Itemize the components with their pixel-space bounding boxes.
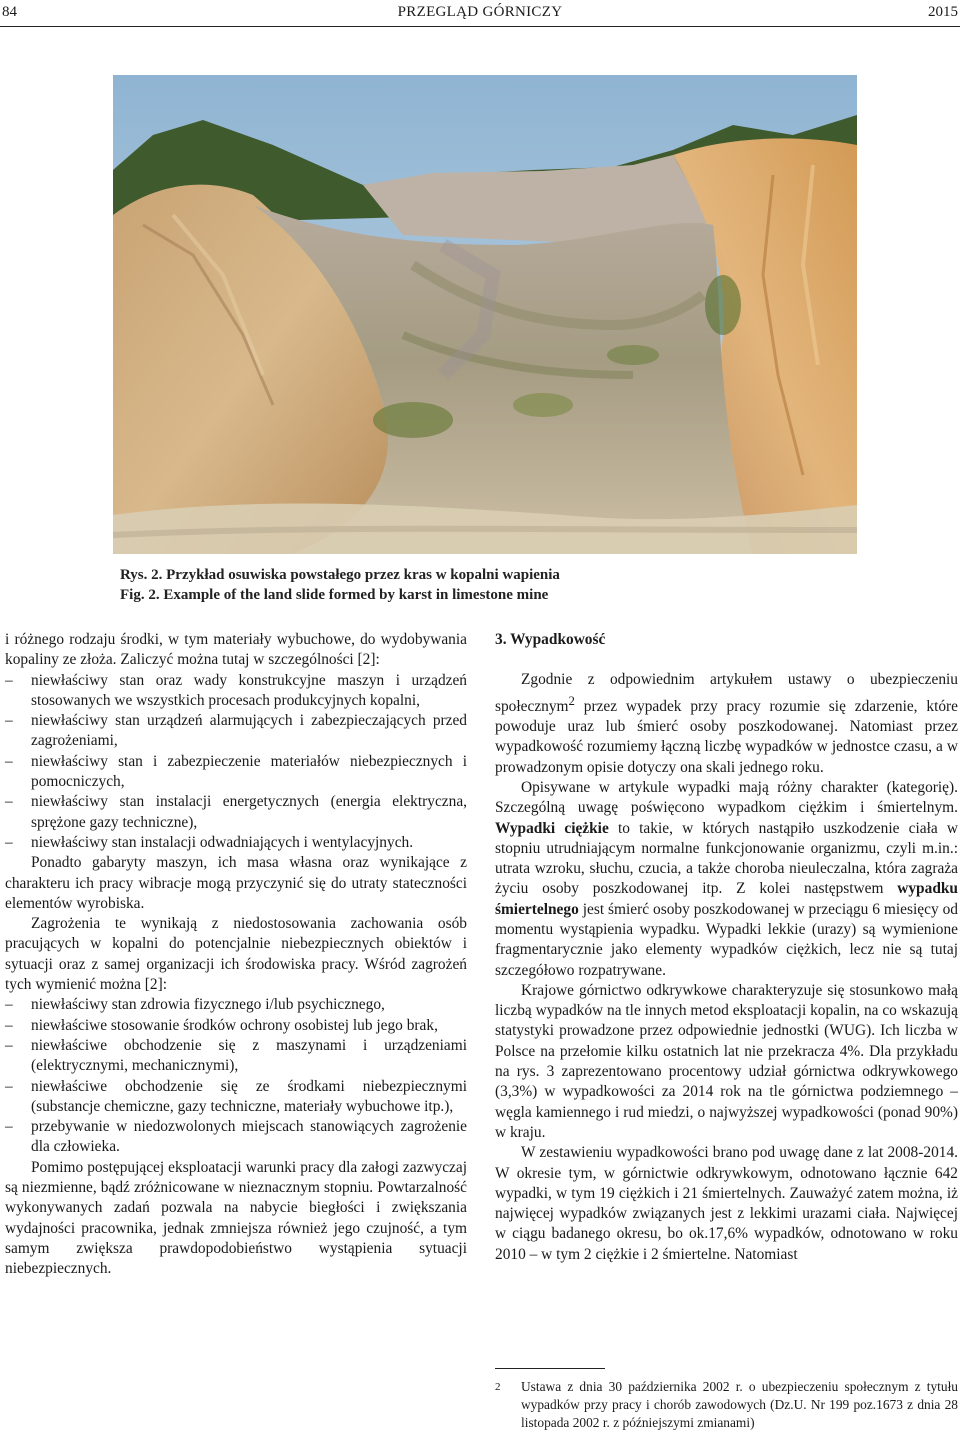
list-item: – niewłaściwe obchodzenie się ze środkami niebezpiecznymi (substancje chemiczne, gazy techniczne, materiały wybuchowe itp.), <box>5 1077 467 1118</box>
list-item: – niewłaściwy stan instalacji odwadniających i wentylacyjnych. <box>5 833 467 853</box>
list-item: – niewłaściwy stan oraz wady konstrukcyjne maszyn i urządzeń stosowanych we wszystkich procesach produkcyjnych kopalni, <box>5 671 467 712</box>
categories-text-e: jest śmierć osoby poszkodowanej w przeciągu 6 miesięcy od momentu wystąpienia wypadku. Wypadki lekkie (urazy) są wymienione fragmentarycznie jako elementy wypadków ciężkich, lecz nie są tutaj szczegółowo rozpatrywane. <box>495 900 958 979</box>
figure-caption-pl: Rys. 2. Przykład osuwiska powstałego przez kras w kopalni wapienia <box>120 567 560 583</box>
list-item: – niewłaściwy stan instalacji energetycznych (energia elektryczna, sprężone gazy techniczne), <box>5 792 467 833</box>
running-header <box>0 0 960 27</box>
footnote-mark: 2 <box>495 1381 501 1393</box>
paragraph-pomimo: Pomimo postępującej eksploatacji warunki pracy dla załogi zazwyczaj są niezmienne, bądź zróżnicowane w nieznacznym stopniu. Powtarzalność wykonywanych zadań pozwala na nabycie biegłości i zwiększania wydajności pracownika, jednak zmniejsza również jego czujność, a tym samym zwiększa prawdopodobieństwo wystąpienia sytuacji niebezpiecznych. <box>5 1158 467 1278</box>
footnote-rule <box>495 1368 605 1369</box>
definition-text-start: Zgodnie z odpowiednim artykułem ustawy o ubezpieczeniu społecznym <box>495 671 958 715</box>
intro-paragraph: i różnego rodzaju środki, w tym materiały wybuchowe, do wydobywania kopaliny ze złoża. Zaliczyć można tutaj w szczególności [2]: <box>5 631 467 669</box>
quarry-landslide-photo <box>113 75 857 554</box>
hazard-list-technical <box>5 671 467 854</box>
journal-title: PRZEGLĄD GÓRNICZY <box>397 4 563 20</box>
paragraph-gabaryty: Ponadto gabaryty maszyn, ich masa własna oraz wynikające z charakteru ich pracy wibracje mogą przyczynić się do utraty stateczności elementów wyrobiska. <box>5 854 467 912</box>
list-item: – niewłaściwe obchodzenie się z maszynami i urządzeniami (elektrycznymi, mechanicznymi), <box>5 1036 467 1077</box>
footnote-reference: 2 <box>568 693 575 708</box>
paragraph-categories <box>495 778 958 981</box>
paragraph-definition <box>495 670 958 778</box>
list-item: – niewłaściwy stan zdrowia fizycznego i/lub psychicznego, <box>5 995 467 1015</box>
page-number: 84 <box>2 4 17 20</box>
footnote <box>495 1378 958 1432</box>
list-item: – przebywanie w niedozwolonych miejscach stanowiących zagrożenie dla człowieka. <box>5 1117 467 1158</box>
footnote-text: Ustawa z dnia 30 października 2002 r. o ubezpieczeniu społecznym z tytułu wypadków przy pracy i chorób zawodowych (Dz.U. Nr 199 poz.1673 z dnia 28 listopada 2002 r. z późniejszymi zmianami) <box>521 1379 958 1430</box>
term-wypadek-smiertelny: wypadku śmiertelnego <box>495 880 958 918</box>
publication-year: 2015 <box>928 4 958 20</box>
categories-text-a: Opisywane w artykule wypadki mają różny charakter (kategorię). Szczególną uwagę poświęcono wypadkom ciężkim i śmiertelnym. <box>495 778 958 817</box>
left-column <box>5 630 467 1280</box>
section-heading: 3. Wypadkowość <box>495 631 606 648</box>
list-item: – niewłaściwy stan urządzeń alarmujących i zabezpieczających przed zagrożeniami, <box>5 711 467 752</box>
paragraph-zagrozenia: Zagrożenia te wynikają z niedostosowania zachowania osób pracujących w kopalni do potencjalnie niebezpiecznych obiektów i sytuacji oraz z samej organizacji ich środowiska pracy. Wśród zagrożeń tych wymienić można [2]: <box>5 915 467 994</box>
paragraph-zestawienie: W zestawieniu wypadkowości brano pod uwagę dane z lat 2008-2014. W okresie tym, w górnictwie odkrywkowym, odnotowano łącznie 642 wypadki, w tym 19 ciężkich i 21 śmiertelnych. Zauważyć zatem można, iż najwięcej wypadków związanych jest z lekkimi urazami ciała. Najwięcej w ciągu badanego okresu, bo ok.17,6% wypadków, odnotowano w roku 2010 – w tym 2 ciężkie i 2 śmiertelne. Natomiast <box>495 1144 958 1263</box>
paragraph-krajowe: Krajowe górnictwo odkrywkowe charakteryzuje się stosunkowo małą liczbą wypadków na tle innych metod eksploatacji kopalin, na co wskazują statystyki prowadzone przez odpowiednie jednostki (WUG). Ich liczba w Polsce na przełomie kilku ostatnich lat nie przekracza 4%. Dla przykładu na rys. 3 zaprezentowano procentowy udział górnictwa odkrywkowego (3,3%) w wypadkowości za 2014 rok na tle górnictwa podziemnego – węgla kamiennego i rud miedzi, o najwyższej wypadkowości (ponad 90%) w kraju. <box>495 981 958 1141</box>
definition-text-end: przez wypadek przy pracy rozumie się zdarzenie, które powoduje uraz lub śmierć osoby poszkodowanej. Natomiast przez wypadkowość rozumiemy łączną liczbę wypadków w jednostce czasu, a w prowadzonym opisie dotyczy ona skali jednego roku. <box>495 697 958 776</box>
figure-caption-en: Fig. 2. Example of the land slide formed by karst in limestone mine <box>120 587 549 603</box>
term-wypadki-ciezkie: Wypadki ciężkie <box>495 819 609 837</box>
list-item: – niewłaściwe stosowanie środków ochrony osobistej lub jego brak, <box>5 1016 467 1036</box>
hazard-list-human <box>5 995 467 1157</box>
categories-text-c: to takie, w których nastąpiło uszkodzenie ciała w stopniu utrudniającym normalne funkcjonowanie organizmu, czyli m.in.: utrata wzroku, słuchu, czucia, a także choroba nieuleczalna, która zagraża życiu osoby poszkodowanej itp. Z kolei następstwem <box>495 819 958 898</box>
right-column <box>495 630 958 1265</box>
list-item: – niewłaściwy stan i zabezpieczenie materiałów niebezpiecznych i pomocniczych, <box>5 752 467 793</box>
